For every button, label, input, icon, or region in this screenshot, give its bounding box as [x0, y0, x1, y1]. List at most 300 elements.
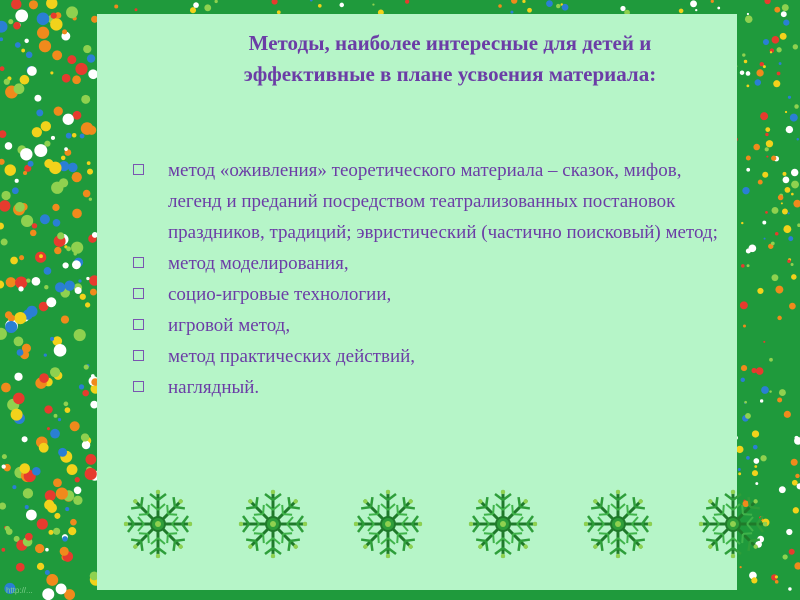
confetti-dot	[15, 202, 25, 212]
confetti-dot	[90, 289, 97, 296]
confetti-dot	[11, 409, 23, 421]
confetti-dot	[765, 133, 768, 136]
confetti-dot	[756, 367, 764, 375]
confetti-dot	[54, 513, 60, 519]
confetti-dot	[791, 263, 794, 266]
confetti-dot	[5, 164, 16, 175]
bullet-icon	[133, 288, 144, 299]
confetti-dot	[794, 436, 798, 440]
confetti-dot	[214, 0, 217, 3]
confetti-dot	[405, 0, 409, 4]
confetti-dot	[522, 0, 525, 3]
confetti-dot	[788, 587, 791, 590]
confetti-dot	[527, 8, 532, 13]
confetti-dot	[741, 365, 747, 371]
confetti-dot	[372, 3, 374, 5]
confetti-dot	[793, 44, 798, 49]
confetti-dot	[44, 405, 52, 413]
confetti-dot	[763, 341, 765, 343]
confetti-dot	[771, 242, 775, 246]
confetti-dot	[56, 584, 67, 595]
confetti-dot	[45, 548, 49, 552]
confetti-dot	[46, 0, 57, 9]
confetti-dot	[52, 204, 59, 211]
confetti-dot	[82, 441, 90, 449]
confetti-dot	[19, 463, 29, 473]
confetti-dot	[695, 9, 697, 11]
snowflake-icon	[580, 486, 656, 562]
confetti-dot	[6, 277, 16, 287]
confetti-dot	[0, 223, 4, 230]
list-item: метод «оживления» теоретического материала – сказок, мифов, легенд и преданий посредством театрализованных постановок праздников, традиций; эвристический (частично поисковый) метод;	[133, 155, 733, 248]
page-title	[140, 28, 760, 90]
confetti-dot	[82, 390, 89, 397]
confetti-dot	[204, 4, 211, 11]
confetti-dot	[776, 47, 781, 52]
confetti-dot	[37, 563, 44, 570]
confetti-dot	[779, 486, 786, 493]
confetti-dot	[794, 562, 800, 569]
confetti-dot	[74, 487, 82, 495]
confetti-dot	[14, 83, 25, 94]
confetti-dot	[0, 37, 3, 41]
confetti-dot	[765, 211, 768, 214]
confetti-dot	[764, 238, 766, 240]
confetti-dot	[757, 288, 763, 294]
confetti-dot	[16, 563, 25, 572]
confetti-dot	[15, 9, 28, 22]
confetti-dot	[64, 402, 69, 407]
confetti-dot	[780, 33, 787, 40]
confetti-dot	[0, 130, 6, 138]
confetti-dot	[62, 536, 68, 542]
confetti-dot	[134, 8, 137, 11]
confetti-dot	[764, 0, 770, 4]
confetti-dot	[75, 477, 80, 482]
confetti-dot	[740, 566, 742, 568]
confetti-dot	[763, 39, 769, 45]
confetti-dot	[752, 430, 759, 437]
confetti-dot	[1, 191, 10, 200]
confetti-dot	[746, 155, 751, 160]
confetti-dot	[39, 40, 51, 52]
confetti-dot	[89, 198, 92, 201]
confetti-dot	[37, 13, 50, 26]
confetti-dot	[84, 364, 89, 369]
confetti-dot	[51, 182, 63, 194]
confetti-dot	[54, 414, 58, 418]
confetti-dot	[775, 286, 783, 294]
confetti-dot	[91, 374, 95, 378]
confetti-dot	[789, 549, 795, 555]
confetti-dot	[79, 384, 84, 389]
confetti-dot	[791, 193, 794, 196]
confetti-dot	[771, 156, 776, 161]
confetti-dot	[0, 66, 4, 71]
confetti-dot	[753, 458, 759, 464]
confetti-dot	[760, 112, 768, 120]
confetti-dot	[26, 510, 37, 521]
confetti-dot	[751, 368, 756, 373]
confetti-dot	[15, 179, 19, 183]
confetti-dot	[47, 427, 50, 430]
confetti-dot	[73, 496, 82, 505]
confetti-dot	[39, 373, 49, 383]
confetti-dot	[21, 215, 33, 227]
confetti-dot	[78, 279, 81, 282]
title-line-1: Методы, наиболее интересные для детей и	[248, 31, 652, 55]
bullet-icon	[133, 164, 144, 175]
list-item: игровой метод,	[133, 310, 733, 341]
confetti-dot	[87, 54, 95, 62]
confetti-dot	[54, 344, 67, 357]
confetti-dot	[85, 302, 90, 307]
confetti-dot	[34, 95, 41, 102]
methods-list	[133, 155, 733, 403]
confetti-dot	[71, 242, 83, 254]
confetti-dot	[40, 214, 50, 224]
confetti-dot	[65, 507, 69, 511]
confetti-dot	[746, 248, 751, 253]
list-item: наглядный.	[133, 372, 733, 403]
confetti-dot	[793, 200, 800, 208]
bullet-icon	[133, 319, 144, 330]
confetti-dot	[2, 465, 6, 469]
confetti-dot	[755, 482, 758, 485]
confetti-dot	[45, 570, 50, 575]
confetti-dot	[0, 281, 4, 289]
confetti-dot	[87, 161, 91, 165]
confetti-dot	[67, 464, 78, 475]
confetti-dot	[5, 526, 10, 531]
bullet-icon	[133, 381, 144, 392]
confetti-dot	[22, 436, 28, 442]
confetti-dot	[26, 306, 37, 317]
confetti-dot	[64, 147, 68, 151]
confetti-dot	[620, 6, 625, 11]
confetti-dot	[339, 3, 344, 8]
confetti-dot	[87, 169, 93, 175]
confetti-dot	[736, 446, 743, 453]
confetti-dot	[70, 519, 77, 526]
confetti-dot	[741, 264, 745, 268]
confetti-dot	[747, 264, 750, 267]
confetti-dot	[777, 72, 781, 76]
confetti-dot	[49, 162, 61, 174]
confetti-dot	[13, 22, 21, 30]
confetti-dot	[782, 209, 788, 215]
confetti-dot	[782, 4, 789, 11]
confetti-dot	[792, 480, 798, 486]
confetti-dot	[34, 144, 47, 157]
confetti-dot	[83, 190, 91, 198]
confetti-dot	[746, 168, 750, 172]
confetti-dot	[738, 472, 741, 475]
confetti-dot	[784, 411, 791, 418]
snowflake-icon	[695, 486, 771, 562]
confetti-dot	[775, 575, 778, 578]
confetti-dot	[72, 260, 81, 269]
confetti-dot	[546, 0, 553, 7]
confetti-dot	[751, 577, 757, 583]
snowflake-icon	[235, 486, 311, 562]
confetti-dot	[785, 111, 787, 113]
confetti-dot	[50, 18, 62, 30]
confetti-dot	[8, 19, 13, 24]
confetti-dot	[791, 459, 798, 466]
confetti-dot	[48, 530, 53, 535]
confetti-dot	[37, 27, 49, 39]
confetti-dot	[193, 2, 199, 8]
confetti-dot	[66, 246, 71, 251]
confetti-dot	[745, 15, 753, 23]
confetti-dot	[56, 487, 68, 499]
confetti-dot	[783, 554, 788, 559]
confetti-dot	[15, 42, 21, 48]
confetti-dot	[53, 478, 62, 487]
snowflake-icon	[350, 486, 426, 562]
confetti-dot	[46, 297, 56, 307]
confetti-dot	[746, 456, 750, 460]
confetti-dot	[760, 399, 763, 402]
confetti-dot	[11, 0, 22, 10]
watermark: http://...	[6, 586, 33, 595]
confetti-dot	[67, 55, 76, 64]
confetti-dot	[14, 373, 22, 381]
confetti-dot	[50, 71, 53, 74]
confetti-dot	[37, 518, 48, 529]
confetti-dot	[86, 277, 89, 280]
confetti-dot	[35, 544, 44, 553]
confetti-dot	[30, 230, 37, 237]
confetti-dot	[310, 0, 313, 1]
confetti-dot	[679, 9, 684, 14]
confetti-dot	[60, 547, 69, 556]
confetti-dot	[744, 401, 747, 404]
confetti-dot	[54, 107, 63, 116]
confetti-dot	[770, 51, 772, 53]
confetti-dot	[741, 378, 745, 382]
confetti-dot	[57, 232, 64, 239]
confetti-dot	[50, 429, 60, 439]
confetti-dot	[14, 312, 26, 324]
confetti-dot	[783, 177, 790, 184]
confetti-dot	[740, 301, 748, 309]
confetti-dot	[762, 221, 766, 225]
confetti-dot	[25, 533, 33, 541]
confetti-dot	[190, 7, 196, 13]
confetti-dot	[83, 45, 91, 53]
confetti-dot	[781, 202, 783, 204]
confetti-dot	[791, 169, 798, 176]
confetti-dot	[41, 121, 51, 131]
confetti-dot	[272, 0, 278, 5]
confetti-dot	[742, 187, 749, 194]
list-item: метод моделирования,	[133, 248, 733, 279]
confetti-dot	[789, 303, 796, 310]
confetti-dot	[13, 393, 25, 405]
confetti-dot	[27, 66, 37, 76]
confetti-dot	[762, 172, 768, 178]
confetti-dot	[44, 141, 50, 147]
confetti-dot	[779, 389, 786, 396]
confetti-dot	[80, 294, 86, 300]
confetti-dot	[10, 257, 18, 265]
confetti-dot	[62, 74, 71, 83]
confetti-dot	[63, 114, 74, 125]
confetti-dot	[778, 195, 784, 201]
snowflake-icon	[120, 486, 196, 562]
confetti-dot	[65, 407, 71, 413]
confetti-dot	[747, 13, 749, 15]
list-item: метод практических действий,	[133, 341, 733, 372]
confetti-dot	[1, 383, 11, 393]
confetti-dot	[81, 95, 90, 104]
confetti-dot	[85, 454, 96, 465]
confetti-dot	[12, 485, 16, 489]
confetti-dot	[32, 223, 37, 228]
confetti-dot	[20, 75, 30, 85]
confetti-dot	[46, 574, 58, 586]
confetti-dot	[53, 219, 61, 227]
confetti-dot	[556, 4, 560, 8]
confetti-dot	[5, 142, 13, 150]
confetti-dot	[45, 490, 56, 501]
confetti-dot	[42, 588, 54, 600]
confetti-dot	[66, 6, 78, 18]
confetti-dot	[2, 454, 7, 459]
confetti-dot	[80, 134, 85, 139]
confetti-dot	[63, 262, 69, 268]
confetti-dot	[0, 503, 6, 510]
confetti-dot	[50, 337, 54, 341]
confetti-dot	[758, 180, 763, 185]
confetti-dot	[26, 52, 33, 59]
confetti-dot	[766, 140, 773, 147]
confetti-dot	[775, 232, 779, 236]
confetti-dot	[18, 286, 23, 291]
confetti-dot	[797, 138, 799, 140]
confetti-dot	[772, 36, 780, 44]
confetti-dot	[711, 0, 714, 3]
confetti-dot	[0, 21, 7, 33]
confetti-dot	[779, 62, 782, 65]
confetti-dot	[785, 187, 791, 193]
confetti-dot	[562, 4, 569, 11]
confetti-dot	[64, 280, 74, 290]
confetti-dot	[761, 386, 769, 394]
confetti-dot	[795, 474, 799, 478]
confetti-dot	[44, 267, 52, 275]
confetti-dot	[72, 172, 82, 182]
confetti-dot	[741, 222, 743, 224]
confetti-dot	[44, 353, 47, 356]
confetti-dot	[738, 468, 741, 471]
confetti-dot	[39, 254, 43, 258]
confetti-dot	[51, 13, 57, 19]
confetti-dot	[87, 125, 96, 134]
confetti-dot	[777, 316, 781, 320]
confetti-dot	[783, 172, 787, 176]
confetti-dot	[783, 225, 791, 233]
confetti-dot	[786, 126, 793, 133]
confetti-dot	[794, 104, 798, 108]
confetti-dot	[44, 285, 48, 289]
confetti-dot	[32, 127, 42, 137]
confetti-dot	[17, 349, 24, 356]
confetti-dot	[771, 274, 778, 281]
confetti-dot	[1, 548, 5, 552]
confetti-dot	[75, 63, 87, 75]
confetti-dot	[28, 161, 34, 167]
confetti-dot	[72, 75, 81, 84]
confetti-dot	[76, 112, 80, 116]
confetti-dot	[39, 443, 49, 453]
confetti-dot	[753, 445, 758, 450]
confetti-dot	[774, 7, 780, 13]
confetti-dot	[36, 109, 43, 116]
confetti-dot	[32, 467, 41, 476]
confetti-dot	[70, 421, 80, 431]
snowflake-row	[120, 486, 760, 562]
confetti-dot	[20, 148, 32, 160]
confetti-dot	[786, 529, 792, 535]
confetti-dot	[754, 465, 757, 468]
confetti-dot	[788, 236, 793, 241]
confetti-dot	[58, 418, 61, 421]
confetti-dot	[72, 133, 77, 138]
confetti-dot	[12, 187, 19, 194]
confetti-dot	[23, 171, 27, 175]
confetti-dot	[44, 500, 54, 510]
confetti-dot	[54, 247, 61, 254]
confetti-dot	[765, 127, 770, 132]
confetti-dot	[790, 114, 798, 122]
confetti-dot	[81, 433, 89, 441]
confetti-dot	[58, 448, 67, 457]
snowflake-icon	[465, 486, 541, 562]
confetti-dot	[26, 278, 30, 282]
confetti-dot	[745, 413, 751, 419]
confetti-dot	[791, 274, 797, 280]
confetti-dot	[50, 367, 60, 377]
confetti-dot	[498, 4, 502, 8]
bullet-icon	[133, 350, 144, 361]
confetti-dot	[787, 259, 790, 262]
confetti-dot	[511, 0, 517, 4]
confetti-dot	[24, 39, 28, 43]
confetti-dot	[74, 329, 86, 341]
confetti-dot	[53, 528, 60, 535]
confetti-dot	[68, 527, 76, 535]
confetti-dot	[781, 11, 787, 17]
confetti-dot	[769, 358, 773, 362]
confetti-dot	[0, 200, 10, 211]
confetti-dot	[752, 470, 758, 476]
confetti-dot	[775, 580, 779, 584]
confetti-dot	[777, 397, 782, 402]
confetti-dot	[21, 49, 25, 53]
confetti-dot	[23, 488, 33, 498]
confetti-dot	[788, 96, 791, 99]
confetti-dot	[8, 315, 15, 322]
confetti-dot	[690, 0, 697, 7]
confetti-dot	[85, 468, 97, 480]
confetti-dot	[55, 282, 65, 292]
confetti-dot	[19, 255, 24, 260]
confetti-dot	[760, 455, 766, 461]
confetti-dot	[4, 79, 10, 85]
